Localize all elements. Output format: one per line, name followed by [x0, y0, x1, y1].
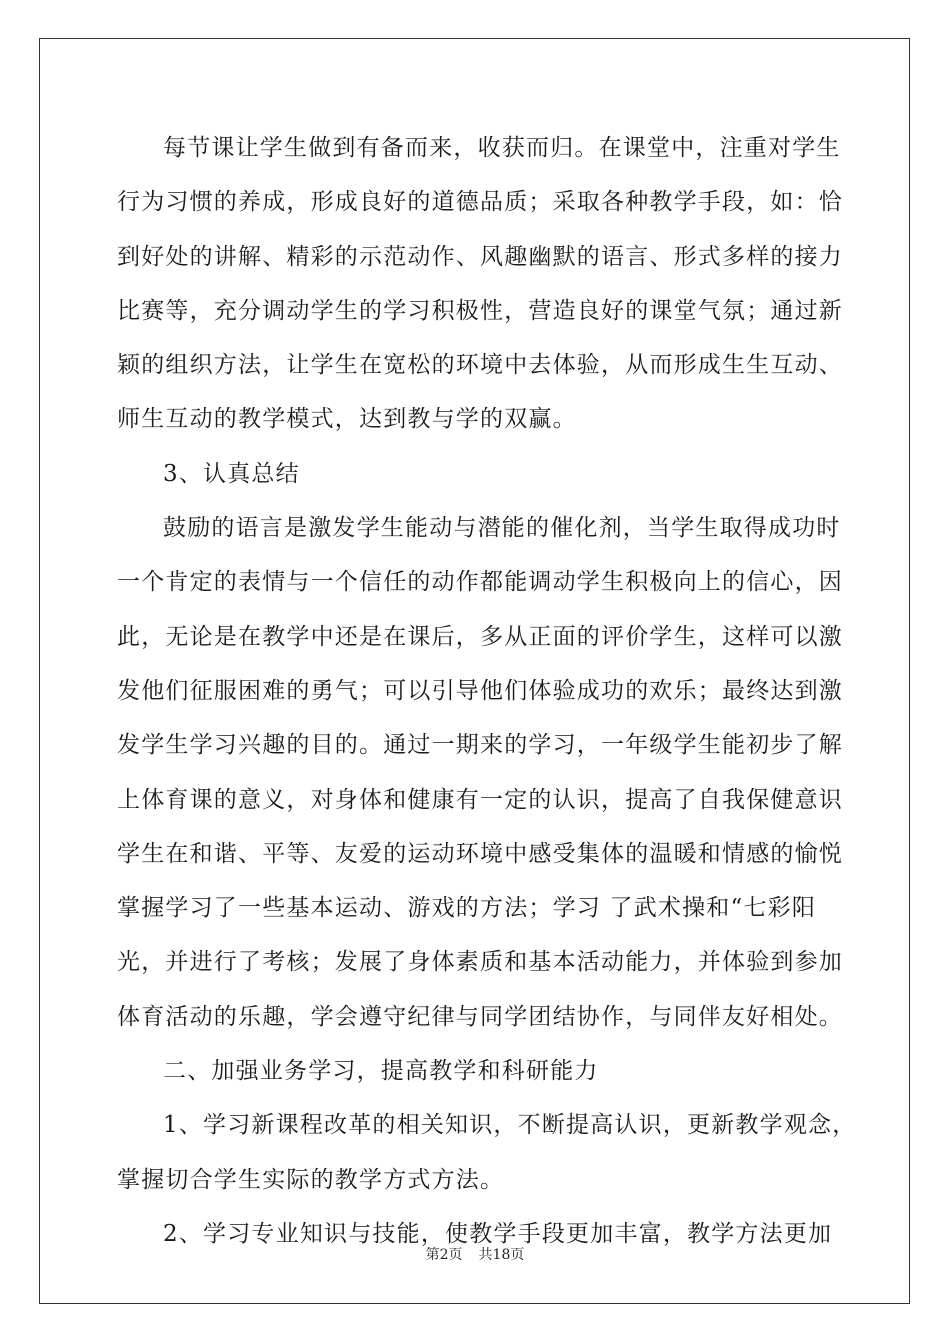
text-line: 掌握切合学生实际的教学方式方法。	[117, 1166, 505, 1193]
section-heading: 3、认真总结	[163, 460, 300, 487]
text-line: 发学生学习兴趣的目的。通过一期来的学习，一年级学生能初步了解	[117, 732, 843, 759]
text-line: 上体育课的意义，对身体和健康有一定的认识，提高了自我保健意识	[117, 786, 843, 813]
text-line: 比赛等，充分调动学生的学习积极性，营造良好的课堂气氛；通过新	[117, 297, 843, 324]
text-line: 学生在和谐、平等、友爱的运动环境中感受集体的温暖和情感的愉悦	[117, 840, 843, 867]
page-footer	[0, 1244, 950, 1264]
text-line: 一个肯定的表情与一个信任的动作都能调动学生积极向上的信心，因	[117, 569, 843, 596]
section-heading: 二、加强业务学习，提高教学和科研能力	[163, 1058, 599, 1085]
text-line: 体育活动的乐趣，学会遵守纪律与同学团结协作，与同伴友好相处。	[117, 1003, 843, 1030]
text-line: 师生互动的教学模式，达到教与学的双赢。	[117, 406, 577, 433]
text-line: 鼓励的语言是激发学生能动与潜能的催化剂，当学生取得成功时	[163, 515, 841, 542]
text-line: 发他们征服困难的勇气；可以引导他们体验成功的欢乐；最终达到激	[117, 677, 843, 704]
text-line: 行为习惯的养成，形成良好的道德品质；采取各种教学手段，如：恰	[117, 189, 843, 216]
text-line: 到好处的讲解、精彩的示范动作、风趣幽默的语言、形式多样的接力	[117, 243, 843, 270]
page-number: 第2页	[425, 1247, 463, 1263]
text-line: 掌握学习了一些基本运动、游戏的方法；学习 了武术操和“七彩阳	[117, 895, 817, 922]
document-body	[117, 128, 857, 1268]
text-line: 2、学习专业知识与技能，使教学手段更加丰富，教学方法更加	[163, 1220, 833, 1247]
text-line: 1、学习新课程改革的相关知识，不断提高认识，更新教学观念，	[163, 1112, 857, 1139]
page-total: 共18页	[478, 1247, 525, 1263]
text-line: 颖的组织方法，让学生在宽松的环境中去体验，从而形成生生互动、	[117, 352, 843, 379]
text-line: 此，无论是在教学中还是在课后，多从正面的评价学生，这样可以激	[117, 623, 843, 650]
text-line: 光，并进行了考核；发展了身体素质和基本活动能力，并体验到参加	[117, 949, 843, 976]
text-line: 每节课让学生做到有备而来，收获而归。在课堂中，注重对学生	[163, 135, 841, 161]
